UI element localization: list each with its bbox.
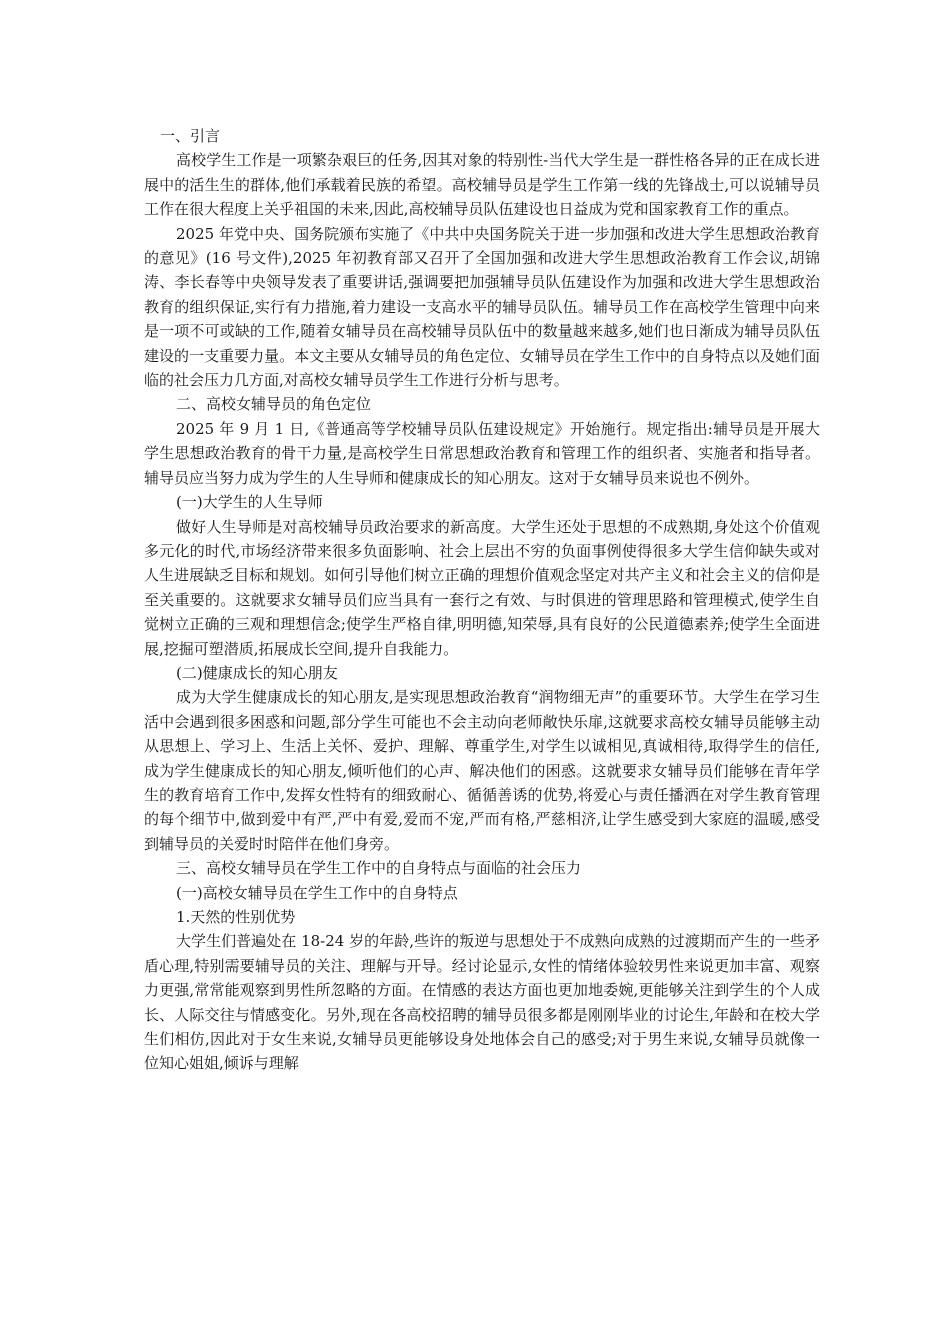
paragraph-gender-advantage: 大学生们普遍处在 18-24 岁的年龄,些许的叛逆与思想处于不成熟向成熟的过渡期而产生的一些矛盾心理,特别需要辅导员的关注、理解与开导。经讨论显示,女性的情绪体验较男性来说更加丰富、观察力更强,常常能观察到男性所忽略的方面。在情感的表达方面也更加地委婉,更能够关注到学生的个人成长、人际交往与情感变化。另外,现在各高校招聘的辅导员很多都是刚刚毕业的讨论生,年龄和在校大学生们相仿,因此对于女生来说,女辅导员更能够设身处地体会自己的感受;对于男生来说,女辅导员就像一位知心姐姐,倾诉与理解 <box>144 932 820 1073</box>
paragraph-confidant: 成为大学生健康成长的知心朋友,是实现思想政治教育“润物细无声”的重要环节。大学生在学习生活中会遇到很多困惑和问题,部分学生可能也不会主动向老师敞快乐扉,这就要求高校女辅导员能够主动从思想上、学习上、生活上关怀、爱护、理解、尊重学生,对学生以诚相见,真诚相待,取得学生的信任,成为学生健康成长的知心朋友,倾听他们的心声、解决他们的困惑。这就要求女辅导员们能够在青年学生的教育培育工作中,发挥女性特有的细致耐心、循循善诱的优势,将爱心与责任播洒在对学生教育管理的每个细节中,做到爱中有严,严中有爱,爱而不宠,严而有格,严慈相济,让学生感受到大家庭的温暖,感受到辅导员的关爱时时陪伴在他们身旁。 <box>144 688 820 853</box>
section-heading-role: 二、高校女辅导员的角色定位 <box>176 395 372 414</box>
document-page <box>144 124 820 1076</box>
paragraph-intro-body: 高校学生工作是一项繁杂艰巨的任务,因其对象的特别性-当代大学生是一群性格各异的正在成长进展中的活生生的群体,他们承载着民族的希望。高校辅导员是学生工作第一线的先锋战士,可以说辅导员工作在很大程度上关乎祖国的未来,因此,高校辅导员队伍建设也日益成为党和国家教育工作的重点。 <box>144 151 820 219</box>
paragraph-life-mentor: 做好人生导师是对高校辅导员政治要求的新高度。大学生还处于思想的不成熟期,身处这个价值观多元化的时代,市场经济带来很多负面影响、社会上层出不穷的负面事例使得很多大学生信仰缺失或对人生进展缺乏目标和规划。如何引导他们树立正确的理想价值观念坚定对共产主义和社会主义的信仰是至关重要的。这就要求女辅导员们应当具有一套行之有效、与时俱进的管理思路和管理模式,使学生自觉树立正确的三观和理想信念;使学生严格自律,明明德,知荣辱,具有良好的公民道德素养;使学生全面进展,挖掘可塑潜质,拓展成长空间,提升自我能力。 <box>144 517 820 658</box>
subheading-life-mentor: (一)大学生的人生导师 <box>176 493 323 512</box>
subheading-gender-advantage: 1.天然的性别优势 <box>176 908 296 926</box>
subheading-confidant: (二)健康成长的知心朋友 <box>176 663 338 682</box>
paragraph-policy-background: 2025 年党中央、国务院颁布实施了《中共中央国务院关于进一步加强和改进大学生思想政治教育的意见》(16 号文件),2025 年初教育部又召开了全国加强和改进大学生思想政治教育工作会议,胡锦涛、李长春等中央领导发表了重要讲话,强调要把加强辅导员队伍建设作为加强和改进大学生思想政治教育的组织保证,实行有力措施,着力建设一支高水平的辅导员队伍。辅导员工作在高校学生管理中向来是一项不可或缺的工作,随着女辅导员在高校辅导员队伍中的数量越来越多,她们也日渐成为辅导员队伍建设的一支重要力量。本文主要从女辅导员的角色定位、女辅导员在学生工作中的自身特点以及她们面临的社会压力几方面,对高校女辅导员学生工作进行分析与思考。 <box>144 224 820 390</box>
paragraph-regulation: 2025 年 9 月 1 日,《普通高等学校辅导员队伍建设规定》开始施行。规定指出:辅导员是开展大学生思想政治教育的骨干力量,是高校学生日常思想政治教育和管理工作的组织者、实施者和指导者。辅导员应当努力成为学生的人生导师和健康成长的知心朋友。这对于女辅导员来说也不例外。 <box>144 419 820 487</box>
section-heading-characteristics: 三、高校女辅导员在学生工作中的自身特点与面临的社会压力 <box>176 859 582 878</box>
section-heading-intro: 一、引言 <box>160 127 221 145</box>
subheading-characteristics: (一)高校女辅导员在学生工作中的自身特点 <box>176 883 458 902</box>
